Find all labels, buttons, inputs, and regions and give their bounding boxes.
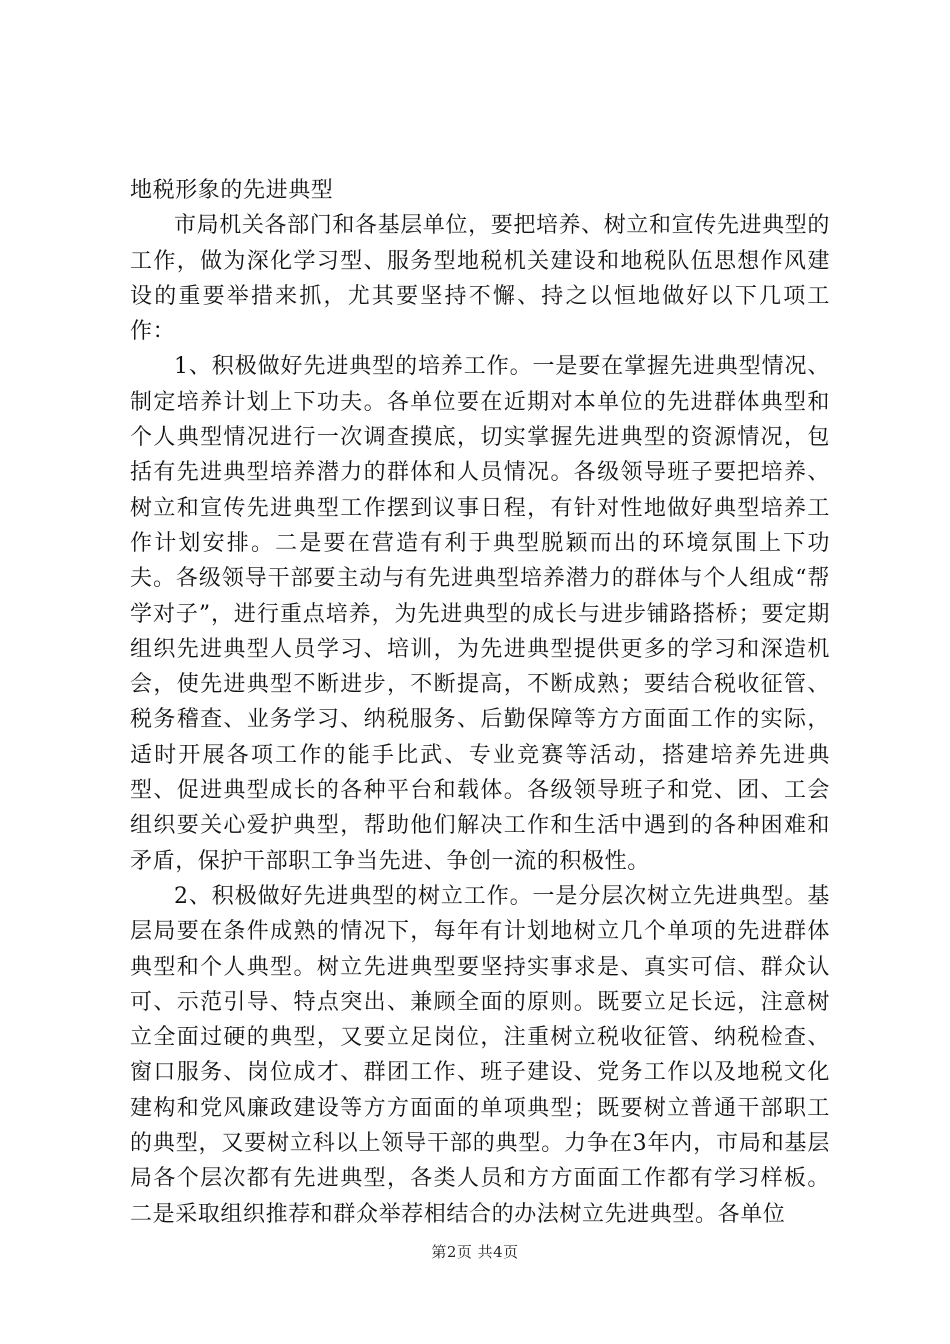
paragraph-item-1: 1、积极做好先进典型的培养工作。一是要在掌握先进典型情况、制定培养计划上下功夫。各单位要在近期对本单位的先进群体典型和个人典型情况进行一次调查摸底，切实掌握先进典型的资源情况，包括有先进典型培养潜力的群体和人员情况。各级领导班子要把培养、树立和宣传先进典型工作摆到议事日程，有针对性地做好典型培养工作计划安排。二是要在营造有利于典型脱颖而出的环境氛围上下功夫。各级领导干部要主动与有先进典型培养潜力的群体与个人组成“帮学对子”，进行重点培养，为先进典型的成长与进步铺路搭桥；要定期组织先进典型人员学习、培训，为先进典型提供更多的学习和深造机会，使先进典型不断进步，不断提高，不断成熟；要结合税收征管、税务稽查、业务学习、纳税服务、后勤保障等方方面面工作的实际，适时开展各项工作的能手比武、专业竞赛等活动，搭建培养先进典型、促进典型成长的各种平台和载体。各级领导班子和党、团、工会组织要关心爱护典型，帮助他们解决工作和生活中遇到的各种困难和矛盾，保护干部职工争当先进、争创一流的积极性。 — [130, 354, 830, 874]
document-body — [130, 173, 830, 1232]
page-footer — [0, 1241, 950, 1262]
paragraph-intro: 市局机关各部门和各基层单位，要把培养、树立和宣传先进典型的工作，做为深化学习型、服务型地税机关建设和地税队伍思想作风建设的重要举措来抓，尤其要坚持不懈、持之以恒地做好以下几项工作： — [130, 213, 830, 345]
heading-line: 地税形象的先进典型 — [130, 178, 334, 203]
paragraph-item-2: 2、积极做好先进典型的树立工作。一是分层次树立先进典型。基层局要在条件成熟的情况下，每年有计划地树立几个单项的先进群体典型和个人典型。树立先进典型要坚持实事求是、真实可信、群众认可、示范引导、特点突出、兼顾全面的原则。既要立足长远，注意树立全面过硬的典型，又要立足岗位，注重树立税收征管、纳税检查、窗口服务、岗位成才、群团工作、班子建设、党务工作以及地税文化建构和党风廉政建设等方方面面的单项典型；既要树立普通干部职工的典型，又要树立科以上领导干部的典型。力争在3年内，市局和基层局各个层次都有先进典型，各类人员和方方面面工作都有学习样板。二是采取组织推荐和群众举荐相结合的办法树立先进典型。各单位 — [130, 883, 830, 1227]
page-number: 第2页 共4页 — [431, 1243, 519, 1261]
